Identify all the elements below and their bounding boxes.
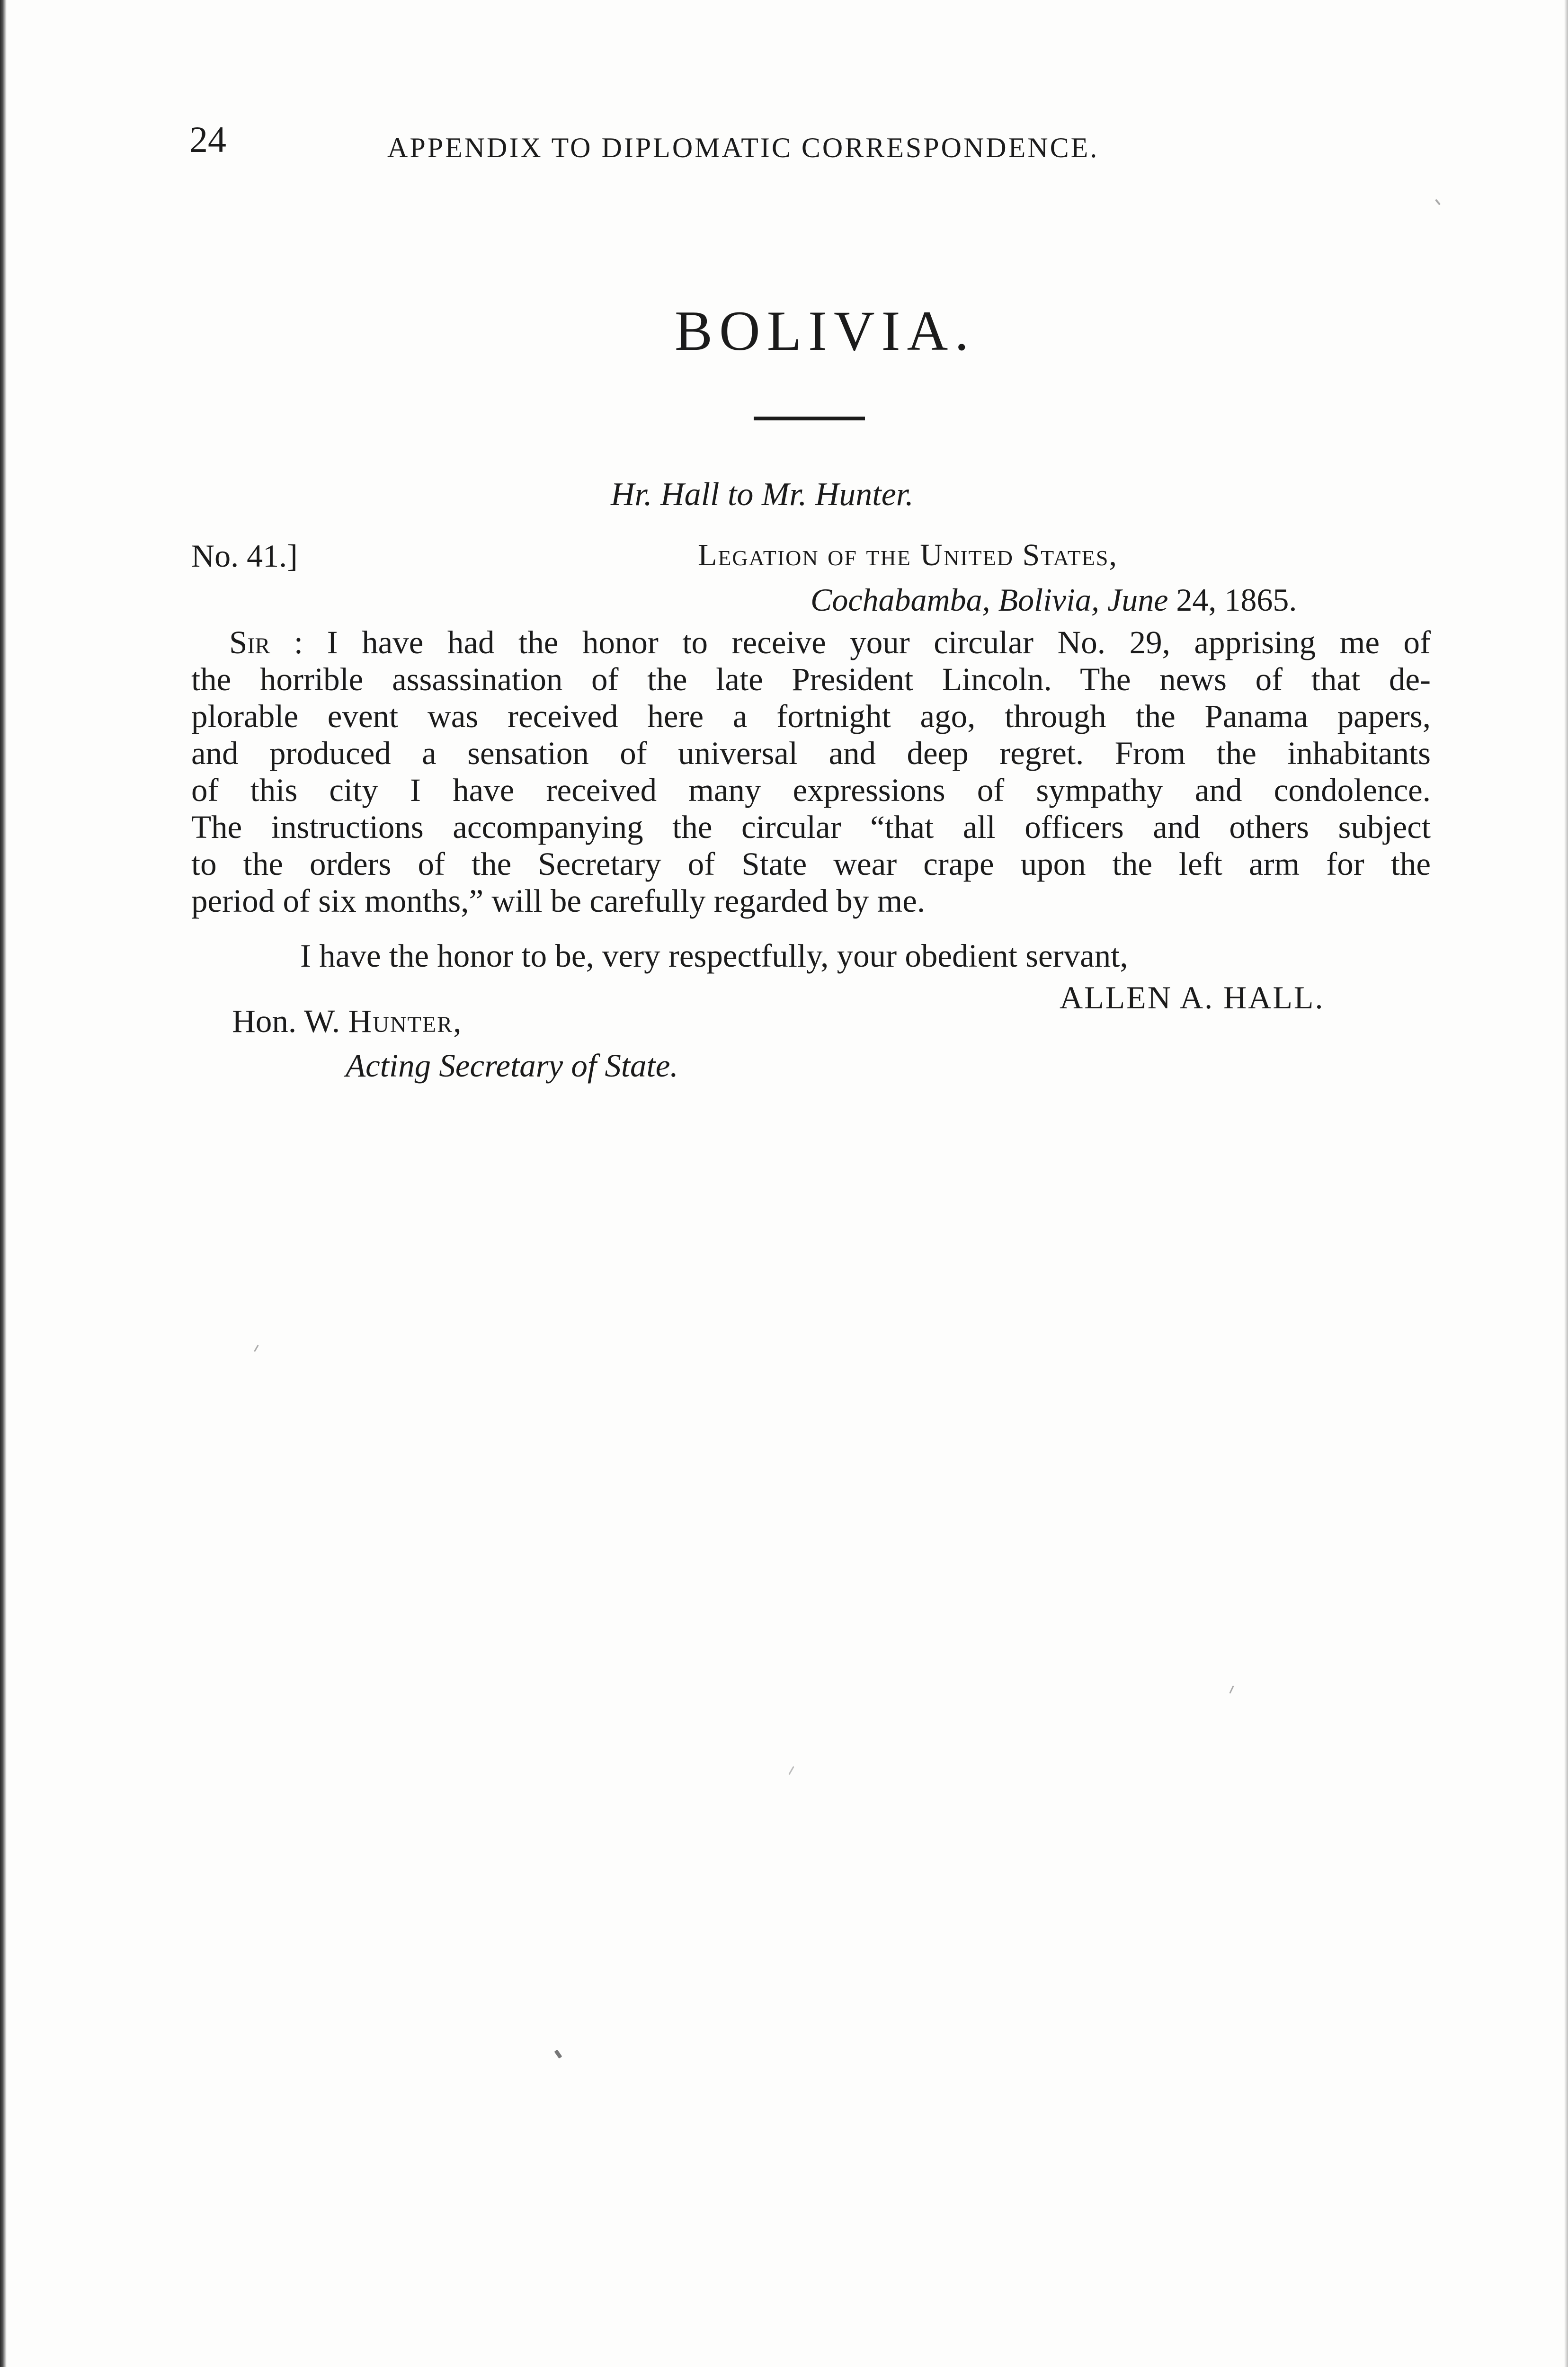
letter-number: No. 41.] — [191, 538, 298, 574]
scan-speck — [788, 1766, 794, 1775]
scan-speck — [1435, 199, 1441, 205]
signature: ALLEN A. HALL. — [1060, 979, 1325, 1015]
body-line: the horrible assassination of the late President Lincoln. The news of that de- — [191, 661, 1431, 697]
body-line: to the orders of the Secretary of State wear crape upon the left arm for the — [191, 846, 1431, 882]
letter-body — [191, 624, 1431, 919]
addressee — [232, 1003, 462, 1040]
body-line: and produced a sensation of universal and deep regret. From the inhabitants — [191, 735, 1431, 771]
page-right-edge — [1564, 0, 1568, 2367]
place-date-line — [811, 581, 1297, 619]
body-line: plorable event was received here a fortnight ago, through the Panama papers, — [191, 698, 1431, 734]
page-binding-edge — [0, 0, 7, 2367]
running-head: APPENDIX TO DIPLOMATIC CORRESPONDENCE. — [387, 132, 1099, 163]
body-line: period of six months,” will be carefully regarded by me. — [191, 883, 926, 919]
letter-place: Cochabamba, Bolivia, June — [811, 582, 1168, 618]
addressee-prefix: Hon. W. — [232, 1003, 340, 1039]
scan-speck — [1229, 1685, 1234, 1694]
salutation: Sir : — [229, 624, 303, 660]
closing-line: I have the honor to be, very respectfully, your obedient servant, — [300, 938, 1128, 974]
title-rule — [754, 417, 865, 420]
letter-heading: Hr. Hall to Mr. Hunter. — [611, 476, 914, 513]
scan-speck — [554, 2049, 562, 2058]
legation-line: Legation of the United States, — [698, 538, 1118, 572]
section-title: BOLIVIA. — [675, 299, 976, 362]
body-line: Sir : I have had the honor to receive your circular No. 29, apprising me of — [229, 624, 1431, 660]
body-line: of this city I have received many expressions of sympathy and condolence. — [191, 772, 1431, 808]
body-line: The instructions accompanying the circular “that all officers and others subject — [191, 809, 1431, 845]
letter-date: 24, 1865. — [1176, 582, 1297, 618]
addressee-name: Hunter, — [348, 1003, 463, 1039]
scan-speck — [254, 1344, 259, 1352]
addressee-title: Acting Secretary of State. — [346, 1048, 678, 1084]
page-number: 24 — [189, 119, 226, 160]
